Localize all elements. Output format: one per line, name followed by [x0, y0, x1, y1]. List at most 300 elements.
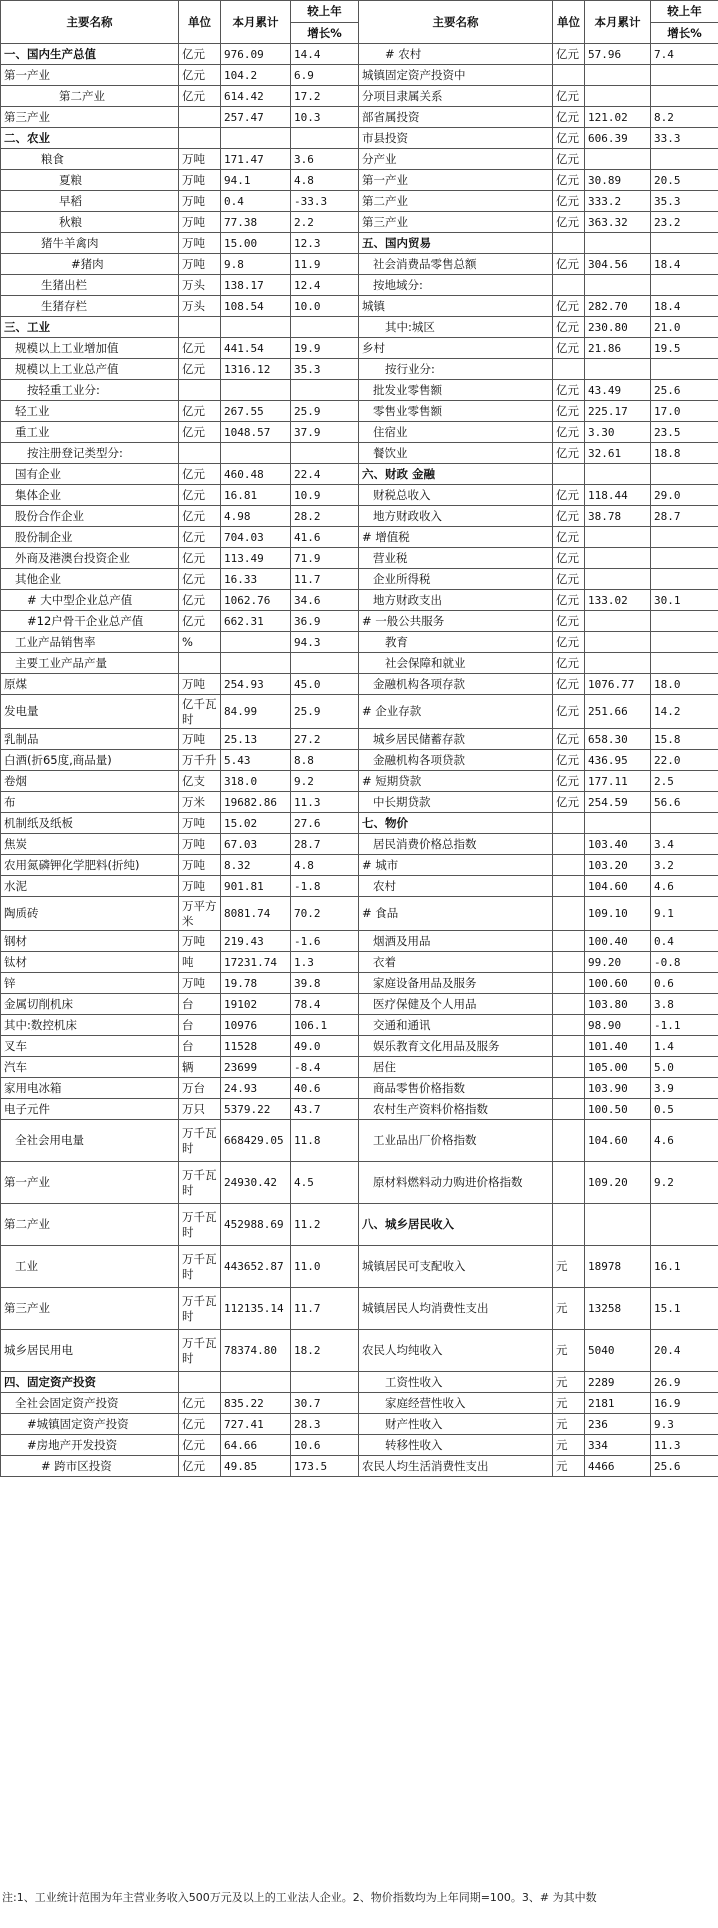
right-item-unit: 元: [553, 1372, 585, 1393]
right-item-unit: [553, 1036, 585, 1057]
right-item-growth: 5.0: [651, 1057, 718, 1078]
right-item-value: 32.61: [585, 443, 651, 464]
right-item-unit: [553, 952, 585, 973]
left-item-unit: 万只: [179, 1099, 221, 1120]
left-item-value: 11528: [221, 1036, 291, 1057]
header-row-top: [1, 1, 718, 23]
right-item-unit: 亿元: [553, 317, 585, 338]
right-item-name: # 增值税: [359, 527, 553, 548]
left-item-value: [221, 653, 291, 674]
right-item-growth: [651, 632, 718, 653]
right-item-growth: 23.5: [651, 422, 718, 443]
left-item-name: 二、农业: [1, 128, 179, 149]
right-item-unit: 元: [553, 1288, 585, 1330]
left-item-value: 5.43: [221, 750, 291, 771]
table-row: [1, 527, 718, 548]
table-row: [1, 876, 718, 897]
right-item-growth: 23.2: [651, 212, 718, 233]
right-item-unit: [553, 359, 585, 380]
header-growth-bottom-right: 增长%: [651, 23, 718, 44]
left-item-unit: 亿元: [179, 548, 221, 569]
left-item-growth: 45.0: [291, 674, 359, 695]
right-item-unit: 亿元: [553, 380, 585, 401]
left-item-name: #房地产开发投资: [1, 1435, 179, 1456]
right-item-value: [585, 233, 651, 254]
left-item-value: 976.09: [221, 44, 291, 65]
left-item-value: 23699: [221, 1057, 291, 1078]
right-item-unit: 亿元: [553, 149, 585, 170]
header-growth-bottom: 增长%: [291, 23, 359, 44]
table-row: [1, 65, 718, 86]
right-item-name: 营业税: [359, 548, 553, 569]
table-row: [1, 1204, 718, 1246]
right-item-value: [585, 527, 651, 548]
header-name: 主要名称: [1, 1, 179, 44]
right-item-unit: [553, 994, 585, 1015]
right-item-value: 109.10: [585, 897, 651, 931]
right-item-name: 交通和通讯: [359, 1015, 553, 1036]
right-item-unit: [553, 1162, 585, 1204]
right-item-name: 烟酒及用品: [359, 931, 553, 952]
header-unit-right: 单位: [553, 1, 585, 44]
left-item-name: 家用电冰箱: [1, 1078, 179, 1099]
right-item-growth: [651, 569, 718, 590]
table-row: [1, 1246, 718, 1288]
right-item-name: 市县投资: [359, 128, 553, 149]
left-item-name: 外商及港澳台投资企业: [1, 548, 179, 569]
right-item-value: 230.80: [585, 317, 651, 338]
right-item-name: 分项目隶属关系: [359, 86, 553, 107]
header-growth-top: 较上年: [291, 1, 359, 23]
table-row: [1, 233, 718, 254]
right-item-name: 第一产业: [359, 170, 553, 191]
left-item-unit: [179, 380, 221, 401]
table-row: [1, 674, 718, 695]
right-item-unit: 元: [553, 1414, 585, 1435]
right-item-name: 其中:城区: [359, 317, 553, 338]
left-item-value: 112135.14: [221, 1288, 291, 1330]
left-item-name: 布: [1, 792, 179, 813]
right-item-unit: 亿元: [553, 590, 585, 611]
right-item-unit: 亿元: [553, 44, 585, 65]
right-item-unit: 亿元: [553, 443, 585, 464]
left-item-value: 1048.57: [221, 422, 291, 443]
left-item-growth: 35.3: [291, 359, 359, 380]
left-item-growth: 4.8: [291, 170, 359, 191]
right-item-unit: 亿元: [553, 254, 585, 275]
left-item-name: 秋粮: [1, 212, 179, 233]
right-item-name: 乡村: [359, 338, 553, 359]
right-item-value: 251.66: [585, 695, 651, 729]
left-item-value: 9.8: [221, 254, 291, 275]
right-item-value: [585, 65, 651, 86]
left-item-value: 108.54: [221, 296, 291, 317]
right-item-unit: 元: [553, 1435, 585, 1456]
right-item-value: 100.40: [585, 931, 651, 952]
left-item-growth: 1.3: [291, 952, 359, 973]
table-row: [1, 317, 718, 338]
right-item-value: [585, 548, 651, 569]
left-item-name: 股份合作企业: [1, 506, 179, 527]
right-item-growth: -1.1: [651, 1015, 718, 1036]
right-item-unit: 元: [553, 1330, 585, 1372]
left-item-unit: 万吨: [179, 254, 221, 275]
left-item-unit: 万千瓦时: [179, 1162, 221, 1204]
right-item-value: 98.90: [585, 1015, 651, 1036]
left-item-unit: 亿元: [179, 1456, 221, 1477]
left-item-value: 318.0: [221, 771, 291, 792]
left-item-unit: 万吨: [179, 674, 221, 695]
left-item-name: 第三产业: [1, 1288, 179, 1330]
left-item-name: 规模以上工业增加值: [1, 338, 179, 359]
table-row: [1, 191, 718, 212]
left-item-unit: 万吨: [179, 931, 221, 952]
right-item-value: 606.39: [585, 128, 651, 149]
header-unit: 单位: [179, 1, 221, 44]
left-item-value: 113.49: [221, 548, 291, 569]
left-item-name: 粮食: [1, 149, 179, 170]
left-item-name: 猪牛羊禽肉: [1, 233, 179, 254]
right-item-name: 社会保障和就业: [359, 653, 553, 674]
left-item-growth: 11.9: [291, 254, 359, 275]
left-item-value: 614.42: [221, 86, 291, 107]
left-item-growth: 94.3: [291, 632, 359, 653]
left-item-growth: 27.2: [291, 729, 359, 750]
left-item-name: 钛材: [1, 952, 179, 973]
left-item-name: 按注册登记类型分:: [1, 443, 179, 464]
left-item-unit: 万头: [179, 275, 221, 296]
left-item-value: 8081.74: [221, 897, 291, 931]
left-item-value: 254.93: [221, 674, 291, 695]
table-row: [1, 771, 718, 792]
left-item-name: 规模以上工业总产值: [1, 359, 179, 380]
right-item-unit: 元: [553, 1456, 585, 1477]
right-item-value: 99.20: [585, 952, 651, 973]
right-item-unit: 亿元: [553, 632, 585, 653]
left-item-value: 8.32: [221, 855, 291, 876]
right-item-name: 住宿业: [359, 422, 553, 443]
table-row: [1, 1372, 718, 1393]
left-item-name: 锌: [1, 973, 179, 994]
right-item-name: 金融机构各项存款: [359, 674, 553, 695]
left-item-name: 原煤: [1, 674, 179, 695]
left-item-value: 64.66: [221, 1435, 291, 1456]
table-row: [1, 792, 718, 813]
right-item-name: 工资性收入: [359, 1372, 553, 1393]
right-item-name: 零售业零售额: [359, 401, 553, 422]
left-item-unit: 万千瓦时: [179, 1330, 221, 1372]
right-item-name: 工业品出厂价格指数: [359, 1120, 553, 1162]
right-item-unit: 亿元: [553, 170, 585, 191]
left-item-unit: 台: [179, 994, 221, 1015]
table-row: [1, 897, 718, 931]
right-item-unit: [553, 1078, 585, 1099]
left-item-unit: 亿元: [179, 1414, 221, 1435]
right-item-name: 衣着: [359, 952, 553, 973]
right-item-value: 254.59: [585, 792, 651, 813]
right-item-value: 4466: [585, 1456, 651, 1477]
left-item-name: 按轻重工业分:: [1, 380, 179, 401]
right-item-unit: 亿元: [553, 212, 585, 233]
left-item-value: 77.38: [221, 212, 291, 233]
left-item-unit: 台: [179, 1015, 221, 1036]
left-item-value: 901.81: [221, 876, 291, 897]
left-item-growth: 17.2: [291, 86, 359, 107]
left-item-value: 662.31: [221, 611, 291, 632]
left-item-unit: 亿元: [179, 65, 221, 86]
header-name-right: 主要名称: [359, 1, 553, 44]
right-item-growth: 18.4: [651, 254, 718, 275]
right-item-name: # 城市: [359, 855, 553, 876]
right-item-growth: 33.3: [651, 128, 718, 149]
right-item-name: 中长期贷款: [359, 792, 553, 813]
right-item-unit: 亿元: [553, 750, 585, 771]
right-item-name: 农民人均生活消费性支出: [359, 1456, 553, 1477]
right-item-unit: 亿元: [553, 86, 585, 107]
left-item-value: 0.4: [221, 191, 291, 212]
table-row: [1, 590, 718, 611]
table-row: [1, 1393, 718, 1414]
right-item-value: 104.60: [585, 876, 651, 897]
right-item-unit: [553, 275, 585, 296]
right-item-unit: 亿元: [553, 569, 585, 590]
right-item-unit: [553, 464, 585, 485]
right-item-growth: [651, 65, 718, 86]
left-item-unit: 亿元: [179, 464, 221, 485]
right-item-growth: 18.0: [651, 674, 718, 695]
left-item-name: 农用氮磷钾化学肥料(折纯): [1, 855, 179, 876]
right-item-growth: 56.6: [651, 792, 718, 813]
left-item-growth: 27.6: [291, 813, 359, 834]
right-item-growth: 9.3: [651, 1414, 718, 1435]
right-item-unit: 亿元: [553, 548, 585, 569]
right-item-value: [585, 149, 651, 170]
left-item-value: 460.48: [221, 464, 291, 485]
right-item-unit: [553, 876, 585, 897]
right-item-growth: [651, 86, 718, 107]
right-item-growth: 0.5: [651, 1099, 718, 1120]
left-item-growth: [291, 1372, 359, 1393]
right-item-value: 1076.77: [585, 674, 651, 695]
left-item-name: 发电量: [1, 695, 179, 729]
right-item-name: 转移性收入: [359, 1435, 553, 1456]
right-item-growth: 3.4: [651, 834, 718, 855]
right-item-growth: [651, 653, 718, 674]
right-item-name: # 食品: [359, 897, 553, 931]
right-item-unit: 亿元: [553, 338, 585, 359]
left-item-growth: 70.2: [291, 897, 359, 931]
left-item-growth: 10.6: [291, 1435, 359, 1456]
left-item-unit: 亿元: [179, 611, 221, 632]
left-item-unit: 万千瓦时: [179, 1120, 221, 1162]
left-item-growth: 36.9: [291, 611, 359, 632]
left-item-value: 49.85: [221, 1456, 291, 1477]
right-item-value: 43.49: [585, 380, 651, 401]
left-item-growth: 40.6: [291, 1078, 359, 1099]
table-row: [1, 855, 718, 876]
table-row: [1, 485, 718, 506]
left-item-unit: 亿元: [179, 485, 221, 506]
left-item-growth: 30.7: [291, 1393, 359, 1414]
left-item-value: 16.33: [221, 569, 291, 590]
left-item-growth: 2.2: [291, 212, 359, 233]
right-item-value: 334: [585, 1435, 651, 1456]
right-item-name: 城镇居民可支配收入: [359, 1246, 553, 1288]
right-item-growth: 0.6: [651, 973, 718, 994]
left-item-value: 452988.69: [221, 1204, 291, 1246]
right-item-growth: [651, 611, 718, 632]
left-item-name: 水泥: [1, 876, 179, 897]
left-item-growth: 8.8: [291, 750, 359, 771]
right-item-unit: 亿元: [553, 729, 585, 750]
left-item-value: 94.1: [221, 170, 291, 191]
left-item-name: 城乡居民用电: [1, 1330, 179, 1372]
left-item-name: # 大中型企业总产值: [1, 590, 179, 611]
right-item-unit: [553, 1099, 585, 1120]
right-item-value: [585, 653, 651, 674]
left-item-growth: 25.9: [291, 695, 359, 729]
left-item-unit: 亿元: [179, 86, 221, 107]
right-item-growth: -0.8: [651, 952, 718, 973]
right-item-growth: [651, 233, 718, 254]
table-row: [1, 750, 718, 771]
right-item-growth: 35.3: [651, 191, 718, 212]
right-item-growth: [651, 464, 718, 485]
left-item-growth: 28.3: [291, 1414, 359, 1435]
left-item-value: 138.17: [221, 275, 291, 296]
right-item-growth: 18.8: [651, 443, 718, 464]
left-item-value: 19.78: [221, 973, 291, 994]
left-item-value: 10976: [221, 1015, 291, 1036]
left-item-unit: 亿元: [179, 569, 221, 590]
table-row: [1, 1057, 718, 1078]
left-item-growth: 3.6: [291, 149, 359, 170]
left-item-growth: [291, 443, 359, 464]
left-item-unit: 万吨: [179, 233, 221, 254]
left-item-growth: 43.7: [291, 1099, 359, 1120]
right-item-growth: 4.6: [651, 876, 718, 897]
right-item-growth: 9.2: [651, 1162, 718, 1204]
left-item-unit: 万吨: [179, 149, 221, 170]
left-item-value: [221, 1372, 291, 1393]
right-item-value: [585, 86, 651, 107]
left-item-unit: 万千瓦时: [179, 1288, 221, 1330]
left-item-value: 19102: [221, 994, 291, 1015]
left-item-value: 78374.80: [221, 1330, 291, 1372]
right-item-unit: 亿元: [553, 128, 585, 149]
left-item-growth: 10.3: [291, 107, 359, 128]
left-item-name: 白酒(折65度,商品量): [1, 750, 179, 771]
right-item-value: 2181: [585, 1393, 651, 1414]
right-item-growth: [651, 1204, 718, 1246]
left-item-growth: 11.7: [291, 569, 359, 590]
right-item-growth: [651, 813, 718, 834]
right-item-value: 100.60: [585, 973, 651, 994]
left-item-growth: [291, 128, 359, 149]
left-item-name: 轻工业: [1, 401, 179, 422]
right-item-growth: 26.9: [651, 1372, 718, 1393]
table-row: [1, 548, 718, 569]
table-row: [1, 506, 718, 527]
right-item-name: # 一般公共服务: [359, 611, 553, 632]
left-item-value: 25.13: [221, 729, 291, 750]
right-item-growth: [651, 149, 718, 170]
left-item-value: [221, 443, 291, 464]
table-row: [1, 952, 718, 973]
right-item-growth: 28.7: [651, 506, 718, 527]
table-row: [1, 149, 718, 170]
right-item-growth: 8.2: [651, 107, 718, 128]
right-item-growth: 29.0: [651, 485, 718, 506]
right-item-name: 农村生产资料价格指数: [359, 1099, 553, 1120]
left-item-value: 17231.74: [221, 952, 291, 973]
right-item-name: # 短期贷款: [359, 771, 553, 792]
right-item-name: 六、财政 金融: [359, 464, 553, 485]
right-item-growth: 16.9: [651, 1393, 718, 1414]
footnote: 注:1、工业统计范围为年主营业务收入500万元及以上的工业法人企业。2、物价指数均为上年同期=100。3、# 为其中数: [2, 1891, 597, 1904]
left-item-name: 金属切削机床: [1, 994, 179, 1015]
right-item-name: 城乡居民储蓄存款: [359, 729, 553, 750]
left-item-growth: 11.0: [291, 1246, 359, 1288]
left-item-unit: 亿元: [179, 1393, 221, 1414]
right-item-name: # 农村: [359, 44, 553, 65]
right-item-value: 5040: [585, 1330, 651, 1372]
right-item-value: [585, 813, 651, 834]
left-item-value: 171.47: [221, 149, 291, 170]
left-item-unit: 万千升: [179, 750, 221, 771]
left-item-growth: 173.5: [291, 1456, 359, 1477]
left-item-growth: 28.2: [291, 506, 359, 527]
left-item-unit: 亿元: [179, 422, 221, 443]
left-item-name: 其他企业: [1, 569, 179, 590]
left-item-unit: 辆: [179, 1057, 221, 1078]
left-item-growth: 11.3: [291, 792, 359, 813]
right-item-value: 333.2: [585, 191, 651, 212]
right-item-unit: 亿元: [553, 191, 585, 212]
right-item-unit: 元: [553, 1393, 585, 1414]
table-row: [1, 254, 718, 275]
right-item-growth: 0.4: [651, 931, 718, 952]
right-item-name: 地方财政收入: [359, 506, 553, 527]
left-item-value: 219.43: [221, 931, 291, 952]
left-item-growth: -1.6: [291, 931, 359, 952]
right-item-value: 104.60: [585, 1120, 651, 1162]
right-item-unit: 亿元: [553, 792, 585, 813]
table-row: [1, 128, 718, 149]
left-item-unit: 万头: [179, 296, 221, 317]
left-item-growth: 49.0: [291, 1036, 359, 1057]
table-row: [1, 170, 718, 191]
left-item-unit: [179, 317, 221, 338]
left-item-growth: 41.6: [291, 527, 359, 548]
left-item-name: 叉车: [1, 1036, 179, 1057]
right-item-growth: 16.1: [651, 1246, 718, 1288]
right-item-growth: 15.1: [651, 1288, 718, 1330]
left-item-name: 第一产业: [1, 1162, 179, 1204]
right-item-name: 家庭经营性收入: [359, 1393, 553, 1414]
left-item-name: 一、国内生产总值: [1, 44, 179, 65]
left-item-value: 704.03: [221, 527, 291, 548]
right-item-name: 教育: [359, 632, 553, 653]
right-item-name: 企业所得税: [359, 569, 553, 590]
table-row: [1, 380, 718, 401]
left-item-value: 19682.86: [221, 792, 291, 813]
table-row: [1, 729, 718, 750]
left-item-unit: 万千瓦时: [179, 1204, 221, 1246]
left-item-growth: 34.6: [291, 590, 359, 611]
left-item-growth: 71.9: [291, 548, 359, 569]
left-item-name: 生猪存栏: [1, 296, 179, 317]
